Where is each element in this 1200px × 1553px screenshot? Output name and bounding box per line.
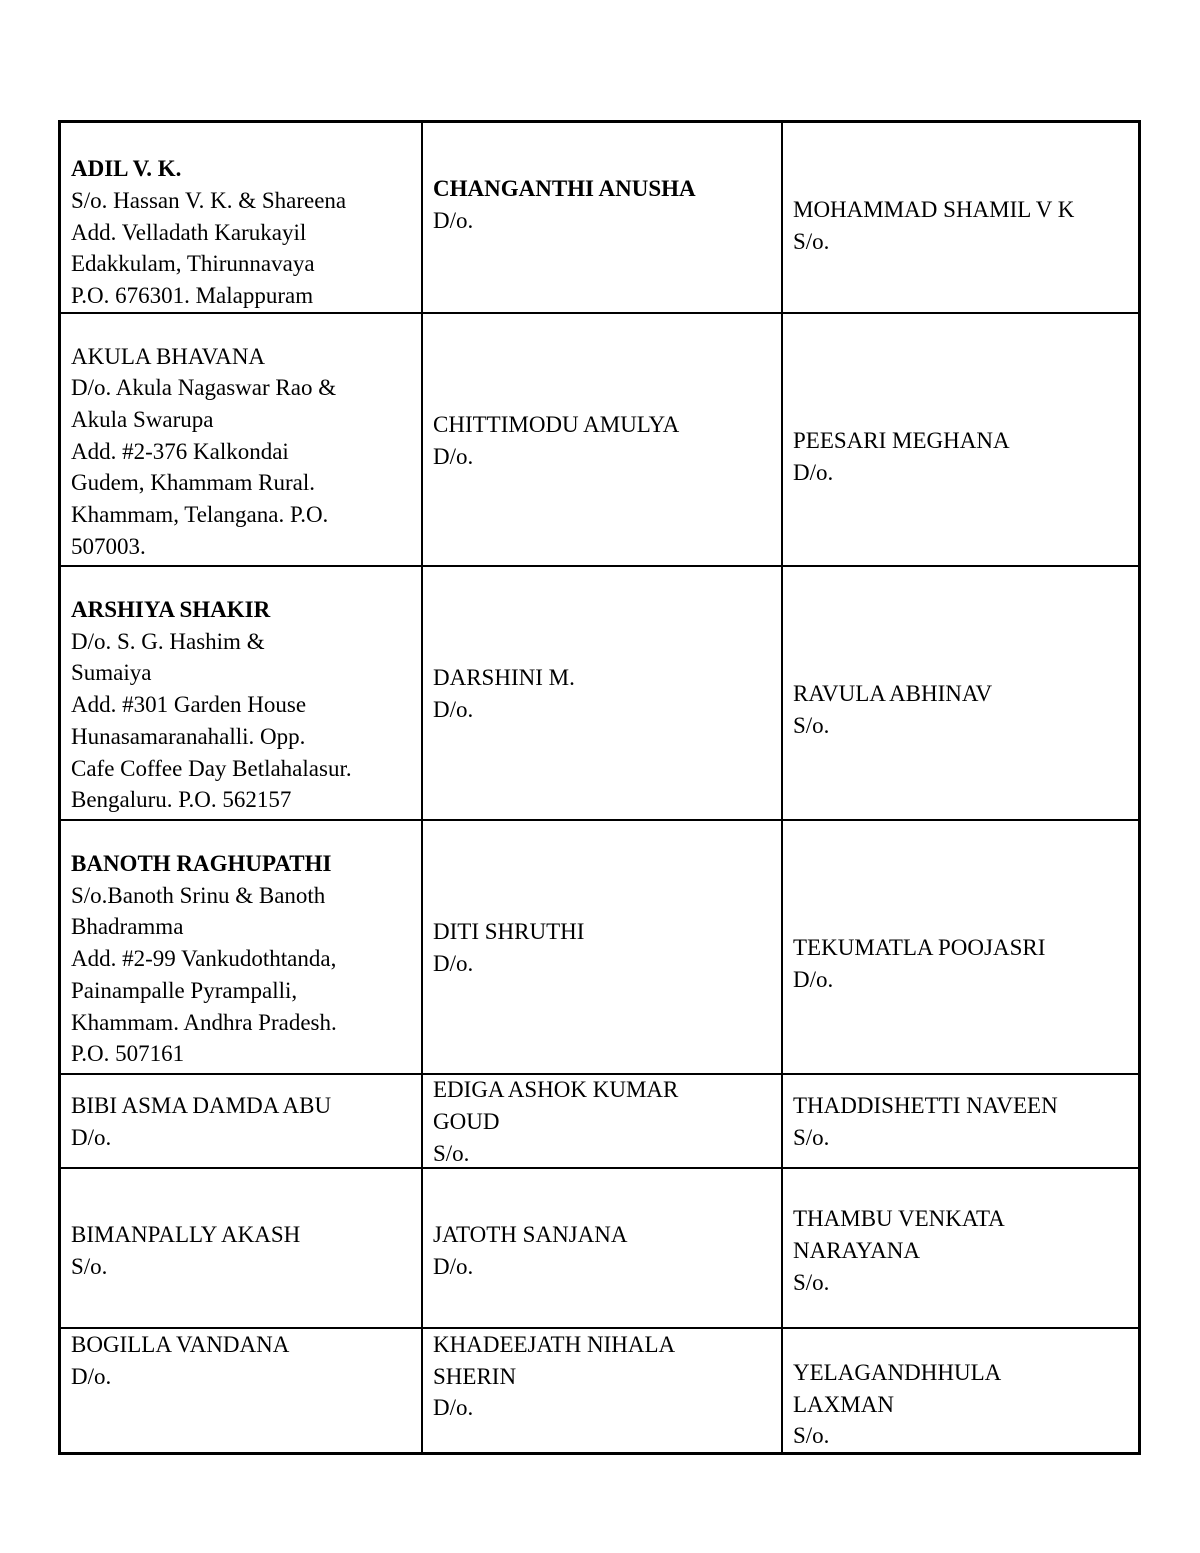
table-row xyxy=(61,312,1138,567)
entry-detail-line: Add. #2-99 Vankudothtanda, xyxy=(71,946,337,972)
entry-relation: S/o. xyxy=(793,1269,830,1295)
entry-detail-line: D/o. S. G. Hashim & xyxy=(71,628,265,654)
table-cell xyxy=(61,567,421,821)
table-cell xyxy=(61,1075,421,1169)
entry-detail-line: Edakkulam, Thirunnavaya xyxy=(71,251,315,277)
entry-relation: S/o. xyxy=(793,713,830,738)
entry-detail-line: Hunasamaranahalli. Opp. xyxy=(71,723,306,749)
entry-relation: D/o. xyxy=(793,967,834,992)
entry-detail-line: Add. Velladath Karukayil xyxy=(71,219,307,245)
entry-relation: D/o. xyxy=(433,207,474,233)
entry-relation: D/o. xyxy=(433,443,474,469)
entry-name: THAMBU VENKATA xyxy=(793,1206,1005,1232)
entry-name: DARSHINI M. xyxy=(433,665,575,691)
entry-relation: D/o. xyxy=(71,1363,112,1389)
entry-detail-line: Akula Swarupa xyxy=(71,406,214,432)
table-cell xyxy=(421,821,781,1075)
entry-name: TEKUMATLA POOJASRI xyxy=(793,935,1046,961)
table-cell xyxy=(781,821,1138,1075)
entry-detail-line: Bhadramma xyxy=(71,914,184,940)
entry-detail-line: Cafe Coffee Day Betlahalasur. xyxy=(71,755,352,781)
entry-relation: S/o. xyxy=(433,1140,470,1166)
entry-relation: S/o. xyxy=(71,1254,108,1279)
table-cell xyxy=(781,314,1138,567)
table-cell xyxy=(61,123,421,314)
entry-name: PEESARI MEGHANA xyxy=(793,427,1010,453)
table-cell xyxy=(421,1329,781,1452)
entry-name: ADIL V. K. xyxy=(71,156,182,182)
entry-name: SHERIN xyxy=(433,1363,517,1389)
entry-relation: D/o. xyxy=(433,1395,474,1421)
entry-detail-line: S/o.Banoth Srinu & Banoth xyxy=(71,882,326,908)
entry-detail-line: Gudem, Khammam Rural. xyxy=(71,470,316,496)
entry-name: EDIGA ASHOK KUMAR xyxy=(433,1077,679,1103)
table-cell xyxy=(61,1169,421,1329)
table-cell xyxy=(781,1075,1138,1169)
table-cell xyxy=(781,567,1138,821)
table-cell xyxy=(781,1329,1138,1452)
table-row xyxy=(61,1167,1138,1329)
entry-relation: D/o. xyxy=(433,951,474,976)
entry-detail-line: P.O. 507161 xyxy=(71,1041,185,1067)
table-cell xyxy=(61,1329,421,1452)
table-row xyxy=(61,565,1138,821)
entry-detail-line: Khammam, Telangana. P.O. xyxy=(71,502,329,528)
entry-detail-line: 507003. xyxy=(71,533,146,559)
entry-relation: D/o. xyxy=(433,697,474,722)
entry-name: ARSHIYA SHAKIR xyxy=(71,597,271,623)
entry-detail-line: Add. #2-376 Kalkondai xyxy=(71,438,289,464)
entry-name: MOHAMMAD SHAMIL V K xyxy=(793,196,1075,222)
table-cell xyxy=(421,123,781,314)
table-cell xyxy=(61,314,421,567)
entry-name: GOUD xyxy=(433,1109,500,1135)
student-address-table xyxy=(58,120,1141,1455)
table-cell xyxy=(61,821,421,1075)
table-cell xyxy=(421,314,781,567)
entry-name: JATOTH SANJANA xyxy=(433,1222,628,1248)
table-row xyxy=(61,1327,1138,1452)
entry-detail-line: Bengaluru. P.O. 562157 xyxy=(71,787,292,813)
entry-detail-line: P.O. 676301. Malappuram xyxy=(71,283,314,309)
entry-detail-line: Khammam. Andhra Pradesh. xyxy=(71,1009,337,1035)
entry-relation: D/o. xyxy=(433,1254,474,1279)
entry-detail-line: S/o. Hassan V. K. & Shareena xyxy=(71,187,347,213)
entry-name: LAXMAN xyxy=(793,1391,894,1417)
table-row xyxy=(61,819,1138,1075)
entry-relation: S/o. xyxy=(793,1423,830,1449)
entry-name: BIMANPALLY AKASH xyxy=(71,1222,301,1248)
entry-relation: D/o. xyxy=(71,1125,112,1150)
entry-name: CHITTIMODU AMULYA xyxy=(433,411,680,437)
entry-name: BANOTH RAGHUPATHI xyxy=(71,851,332,877)
entry-name: KHADEEJATH NIHALA xyxy=(433,1332,676,1357)
entry-relation: S/o. xyxy=(793,1125,830,1150)
entry-relation: S/o. xyxy=(793,228,830,254)
table-row xyxy=(61,1073,1138,1169)
table-cell xyxy=(421,1169,781,1329)
table-cell xyxy=(781,1169,1138,1329)
entry-name: AKULA BHAVANA xyxy=(71,343,266,369)
entry-name: BIBI ASMA DAMDA ABU xyxy=(71,1093,332,1119)
entry-relation: D/o. xyxy=(793,459,834,485)
entry-name: YELAGANDHHULA xyxy=(793,1359,1002,1385)
table-row xyxy=(61,123,1138,314)
entry-name: NARAYANA xyxy=(793,1238,920,1264)
entry-detail-line: Add. #301 Garden House xyxy=(71,692,307,718)
table-cell xyxy=(781,123,1138,314)
entry-name: THADDISHETTI NAVEEN xyxy=(793,1093,1058,1119)
entry-detail-line: D/o. Akula Nagaswar Rao & xyxy=(71,375,337,401)
entry-detail-line: Painampalle Pyrampalli, xyxy=(71,977,298,1003)
entry-detail-line: Sumaiya xyxy=(71,660,152,686)
entry-name: DITI SHRUTHI xyxy=(433,919,585,945)
table-cell xyxy=(421,1075,781,1169)
entry-name: BOGILLA VANDANA xyxy=(71,1332,290,1357)
table-cell xyxy=(421,567,781,821)
entry-name: CHANGANTHI ANUSHA xyxy=(433,176,696,201)
entry-name: RAVULA ABHINAV xyxy=(793,681,993,707)
